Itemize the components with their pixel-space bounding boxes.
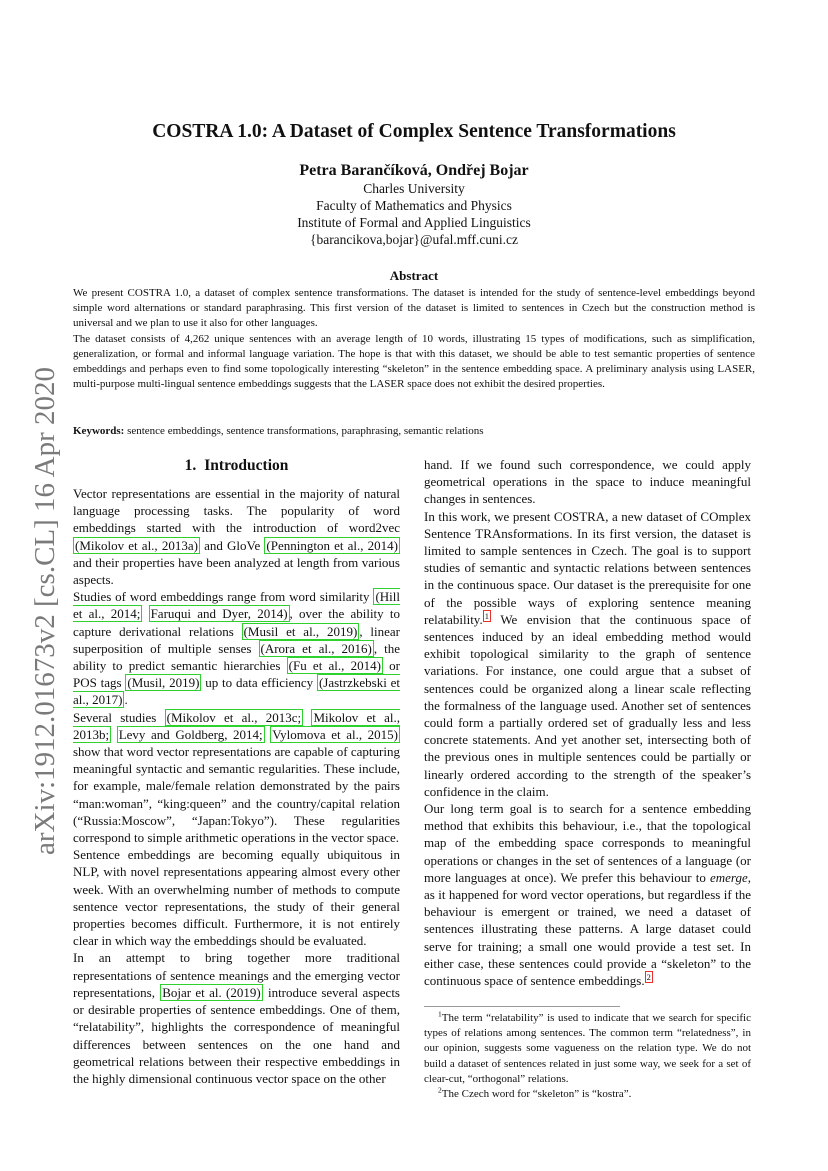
footnote-1 (424, 1011, 751, 1087)
text-run: , the ability to predict semantic hierarchies (73, 640, 400, 674)
citation-link[interactable]: (Fu et al., 2014) (288, 658, 381, 674)
author-emails: {barancikova,bojar}@ufal.mff.cuni.cz (309, 232, 519, 247)
footnote-2 (424, 1087, 751, 1102)
citation-link[interactable]: Vylomova et al., 2015) (272, 726, 398, 742)
paper-authors: Petra Barančíková, Ondřej Bojar (299, 162, 529, 179)
text-run: Several studies (73, 709, 165, 725)
left-column (73, 456, 400, 1087)
citation-link[interactable]: Levy and Goldberg, 2014; (118, 726, 263, 742)
keywords-line (73, 424, 755, 439)
right-column (424, 456, 751, 989)
text-run: , linear superposition of multiple senses (73, 623, 401, 656)
body-paragraph-continued (424, 456, 751, 508)
affiliation-institute: Institute of Formal and Applied Linguistics (297, 215, 531, 230)
abstract-paragraph: We present COSTRA 1.0, a dataset of complex sentence transformations. The dataset is intended for the study of sentence-level embeddings beyond simple word alternations or standard paraphrasing. This first version of the dataset is limited to sentences in Czech but the construction method is universal and we plan to use it also for other languages. (73, 287, 755, 330)
text-run: We envision that the continuous space of sentences induced by an ideal embedding method would exhibit topological similarity to the graph of sentence variations. For instance, one could argue that a subset of sentences could be organized along a linear scale reflecting the formalness of the language used. Another set of sentences could form a partially ordered set of gradually less and less concrete statements. And yet another set, intersecting both of the previous ones in multiple sentences could be partially or linearly ordered according to the strength of the speaker’s confidence in the claim. (424, 611, 751, 799)
text-run: show that word vector representations are capable of capturing meaningful syntactic and semantic regularities. These include, for example, male/female relation demonstrated by the pairs “man:woman”, “king:queen” and the country/capital relation (“Russia:Moscow”, “Japan:Tokyo”). These regularities correspond to simple arithmetic operations in the vector space. (73, 744, 400, 846)
text-run: In this work, we present COSTRA, a new dataset of COmplex Sentence TRAnsformations. In its first version, the dataset is limited to sample sentences in Czech. The goal is to support studies of semantic and syntactic relations between sentences in the continuous space. Our dataset is the prerequisite for one of the possible ways of exploring sentence meaning relatability. (424, 508, 751, 627)
keywords-text: sentence embeddings, sentence transformations, paraphrasing, semantic relations (124, 425, 484, 437)
body-paragraph (73, 588, 400, 708)
citation-link[interactable]: Mikolov et al., 2013b; (73, 709, 401, 742)
body-paragraph (424, 508, 751, 800)
text-run: or POS tags (73, 658, 400, 691)
text-run: up to data efficiency (201, 675, 317, 691)
footnote-divider (424, 1006, 620, 1007)
text-run: and GloVe (199, 537, 265, 553)
arxiv-id-text: arXiv:1912.01673v2 [cs.CL] 16 Apr 2020 (29, 366, 61, 855)
citation-link[interactable]: Bojar et al. (2019) (162, 984, 261, 1000)
emphasized-word: emerge (709, 869, 748, 885)
body-paragraph (424, 800, 751, 989)
text-run: , over the ability to capture derivational relations (73, 606, 401, 639)
abstract-heading: Abstract (389, 268, 439, 283)
citation-link[interactable]: (Pennington et al., 2014) (266, 537, 398, 553)
paper-title: COSTRA 1.0: A Dataset of Complex Sentence Transformations (152, 121, 676, 142)
text-run: introduce several aspects or desirable properties of sentence embeddings. One of them, “relatability”, highlights the correspondence of meaningful differences between sentences on the one hand and geometrical relations between their respective embeddings in the highly dimensional continuous vector space on the other (73, 984, 400, 1086)
footnotes (424, 1011, 751, 1102)
text-run: Studies of word embeddings range from word similarity (73, 589, 374, 605)
citation-link[interactable]: (Mikolov et al., 2013c; (166, 709, 302, 725)
text-run: and their properties have been analyzed at length from various aspects. (73, 554, 400, 588)
affiliations-block (73, 180, 755, 248)
text-run: Vector representations are essential in the majority of natural language processing tasks. The popularity of word embeddings started with the introduction of word2vec (73, 486, 400, 536)
text-run: Our long term goal is to search for a sentence embedding method that exhibits this behaviour, i.e., that the topological map of the embedding space corresponds to meaningful operations or changes in the set of sentences of a language (or more languages at once). We prefer this behaviour to (424, 801, 751, 885)
body-paragraph: Sentence embeddings are becoming equally ubiquitous in NLP, with novel representations appearing almost every other week. With an overwhelming number of methods to compute sentence vector representations, the study of their general properties becomes difficult. Furthermore, it is not entirely clear in which way the embeddings should be evaluated. (73, 847, 400, 949)
text-run: hand. If we found such correspondence, we could apply geometrical operations in the space to induce meaningful changes in sentences. (424, 457, 751, 507)
keywords-label: Keywords: (73, 425, 125, 437)
citation-link[interactable]: (Musil et al., 2019) (243, 623, 358, 639)
affiliation-faculty: Faculty of Mathematics and Physics (316, 198, 512, 213)
citation-link[interactable]: (Arora et al., 2016) (260, 640, 372, 656)
abstract-body (73, 286, 755, 392)
abstract-paragraph: The dataset consists of 4,262 unique sentences with an average length of 10 words, illustrating 15 types of modifications, such as simplification, generalization, or formal and informal language variation. The hope is that with this dataset, we should be able to test semantic properties of sentence embeddings and perhaps even to find some topologically interesting “skeleton” in the sentence embedding space. A preliminary analysis using LASER, multi-purpose multi-lingual sentence embeddings suggests that the LASER space does not exhibit the desired properties. (73, 332, 755, 391)
body-paragraph (73, 709, 400, 847)
section-heading-introduction (73, 456, 400, 476)
citation-link[interactable]: (Hill et al., 2014; (73, 589, 400, 622)
footnote-mark: 1 (438, 1009, 442, 1019)
footnote-ref-link[interactable]: 1 (484, 610, 489, 621)
citation-link[interactable]: (Jastrzkebski et al., 2017) (73, 675, 400, 708)
text-run: . (124, 692, 128, 708)
citation-link[interactable]: Faruqui and Dyer, 2014) (150, 606, 288, 622)
citation-link[interactable]: (Mikolov et al., 2013a) (75, 537, 198, 553)
footnote-text: The term “relatability” is used to indicate that we search for specific types of relations among sentences. The common term “relatedness”, in our opinion, suggests some vagueness on the relation type. We do not build a dataset of sentences related in just some way, we seek for a set of clear-cut, “orthogonal” relations. (424, 1012, 751, 1085)
footnote-ref-link[interactable]: 2 (646, 971, 651, 982)
text-run: In an attempt to bring together more traditional representations of sentence meanings and the emerging vector representations, (73, 950, 400, 1000)
section-number: 1. (184, 457, 197, 474)
footnote-text: The Czech word for “skeleton” is “kostra”. (441, 1088, 632, 1101)
footnote-mark: 2 (438, 1085, 442, 1095)
arxiv-stamp-svg (24, 365, 64, 855)
arxiv-identifier-stamp (24, 365, 64, 855)
text-run: , as it happened for word vector operations, but regardless if the behaviour is emergent or trained, we need a dataset of sentences illustrating these patterns. A large dataset could serve for training; a small one would provide a test set. In either case, these sentences could provide a “skeleton” to the continuous space of sentence embeddings. (424, 869, 751, 989)
affiliation-university: Charles University (363, 181, 465, 196)
body-paragraph-split (73, 949, 400, 1087)
body-paragraph (73, 485, 400, 588)
citation-link[interactable]: (Musil, 2019) (127, 675, 200, 691)
section-title: Introduction (204, 457, 289, 474)
